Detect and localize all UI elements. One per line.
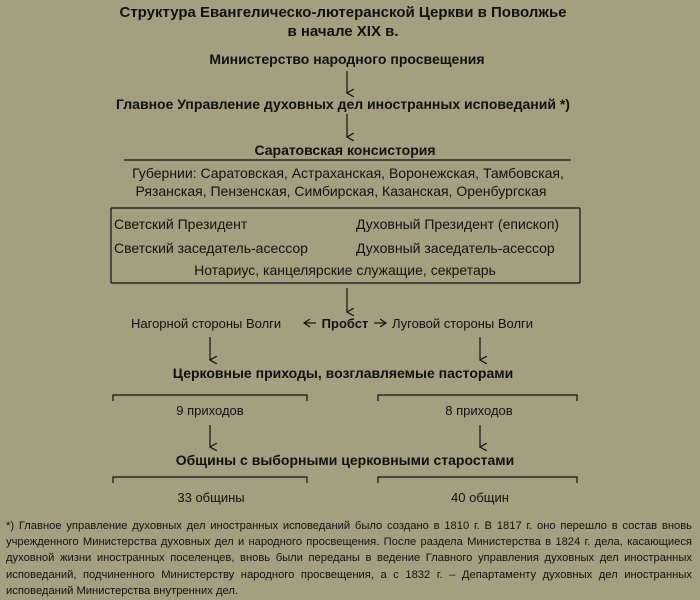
provinces-line-2: Рязанская, Пензенская, Симбирская, Казанская, Оренбургская xyxy=(135,183,547,199)
community-bracket-left xyxy=(113,477,307,483)
node-parishes: Церковные приходы, возглавляемые пасторами xyxy=(172,365,514,381)
secular-assessor: Светский заседатель-асессор xyxy=(114,240,308,256)
communities-right-count: 40 общин xyxy=(451,490,509,505)
spiritual-assessor: Духовный заседатель-асессор xyxy=(356,240,555,256)
node-consistory: Саратовская консистория xyxy=(254,142,436,158)
footnote: *) Главное управление духовных дел иностранных исповеданий было создано в 1810 г. В 1817 г. оно перешло в состав вновь учрежденного Министерства духовных дел и народного просвещения. После раздела Министерства в 1824 г. дела, касающиеся духовной жизни иностранных поселенцев, вновь были переданы в ведение Главного управления духовных дел иностранных исповеданий, подчиненного Министерству народного просвещения, а с 1832 г. – Департаменту духовных дел иностранных исповеданий Министерства внутренних дел. xyxy=(6,520,692,597)
community-bracket-right xyxy=(378,477,577,483)
node-meadow-side: Луговой стороны Волги xyxy=(392,316,534,331)
secular-president: Светский Президент xyxy=(114,216,248,232)
node-mountain-side: Нагорной стороны Волги xyxy=(131,316,282,331)
communities-left-count: 33 общины xyxy=(177,490,245,505)
provinces-line-1: Губернии: Саратовская, Астраханская, Воронежская, Тамбовская, xyxy=(132,165,564,181)
parishes-left-count: 9 приходов xyxy=(176,403,244,418)
title-line-2: в начале XIX в. xyxy=(287,23,399,40)
parish-bracket-right xyxy=(378,395,577,401)
node-main-directorate: Главное Управление духовных дел иностранных исповеданий *) xyxy=(116,96,570,112)
node-communities: Общины с выборными церковными старостами xyxy=(175,452,515,468)
parish-bracket-left xyxy=(113,395,307,401)
title-line-1: Структура Евангелическо-лютеранской Церкви в Поволжье xyxy=(119,4,567,21)
spiritual-president: Духовный Президент (епископ) xyxy=(356,216,560,232)
node-ministry: Министерство народного просвещения xyxy=(209,51,485,67)
node-provost: Пробст xyxy=(321,316,369,331)
staff: Нотариус, канцелярские служащие, секретарь xyxy=(194,262,496,278)
parishes-right-count: 8 приходов xyxy=(445,403,513,418)
